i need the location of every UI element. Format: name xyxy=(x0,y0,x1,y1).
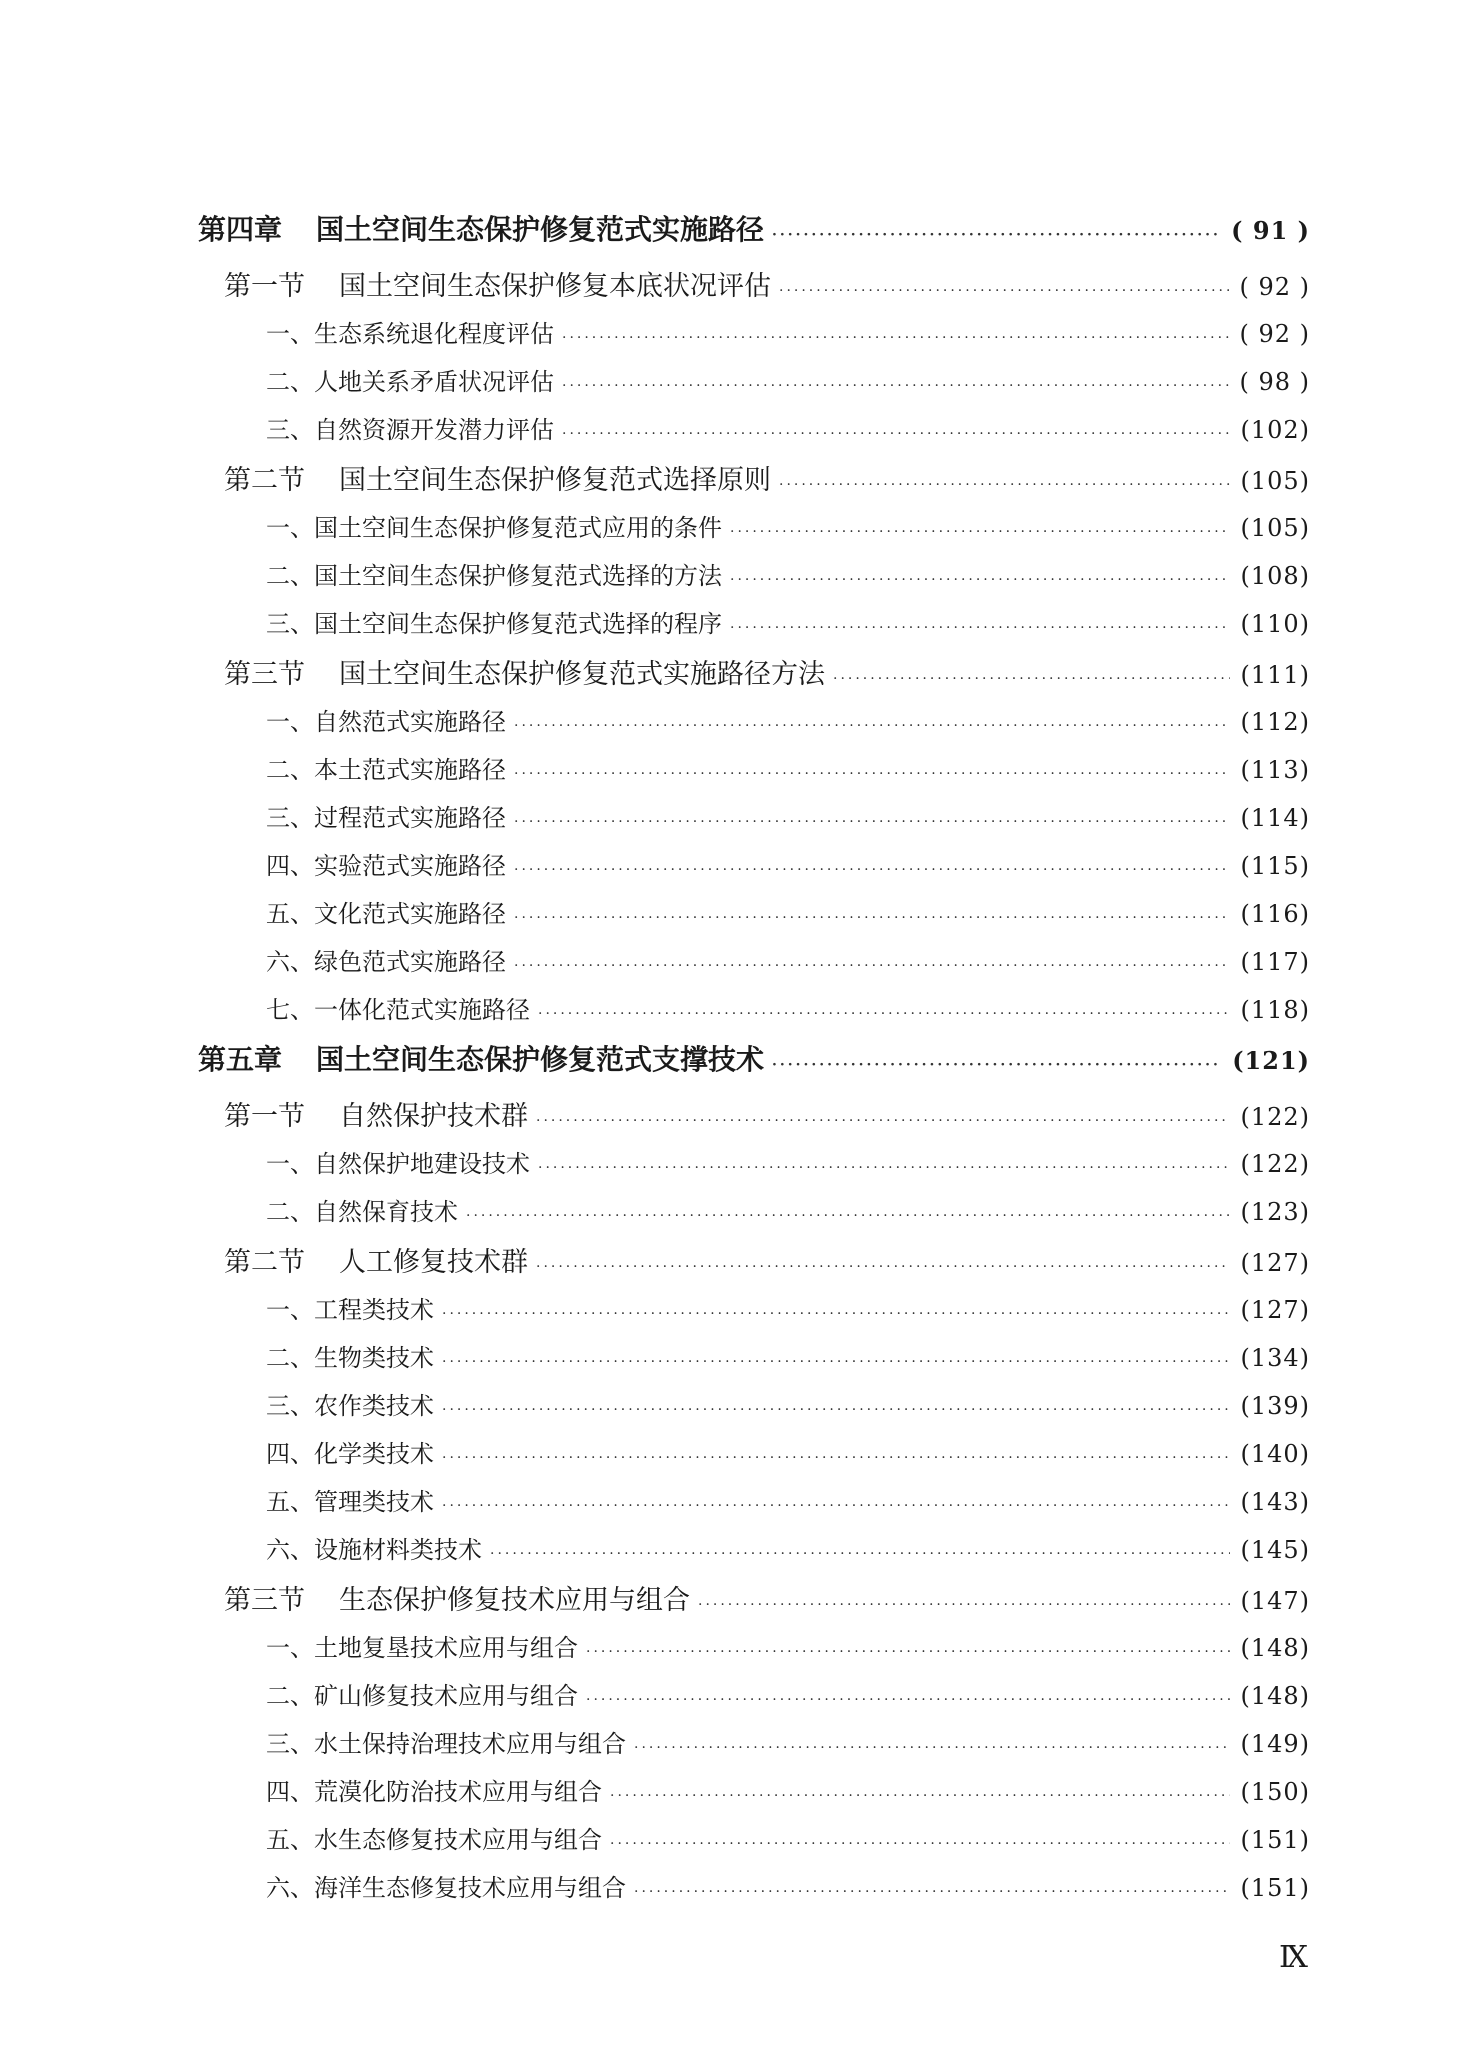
toc-entry-title: 二、生物类技术 xyxy=(266,1344,434,1372)
dot-leader xyxy=(634,1884,1230,1900)
toc-entry-label xyxy=(266,508,722,543)
toc-entry-number: 第四章 xyxy=(198,213,283,246)
toc-entry-number: 第二节 xyxy=(224,1247,305,1278)
toc-section xyxy=(198,264,1310,314)
toc-entry-page: (134) xyxy=(1240,1344,1310,1372)
toc-entry-title: 五、管理类技术 xyxy=(266,1488,434,1516)
toc-entry-page: ( 91 ) xyxy=(1231,216,1310,245)
dot-leader xyxy=(514,718,1230,734)
toc-entry-title: 一、生态系统退化程度评估 xyxy=(266,320,554,348)
toc-entry-page: (117) xyxy=(1240,948,1310,976)
dot-leader xyxy=(586,1644,1230,1660)
toc-entry-page: (102) xyxy=(1240,416,1310,444)
toc-entry-page: (147) xyxy=(1240,1587,1310,1615)
dot-leader xyxy=(610,1788,1230,1804)
toc-entry-title: 自然保护技术群 xyxy=(339,1101,528,1132)
dot-leader xyxy=(538,1160,1230,1176)
page-number: Ⅸ xyxy=(1279,1940,1309,1975)
toc-entry-page: (115) xyxy=(1240,852,1310,880)
dot-leader xyxy=(514,862,1230,878)
toc-item xyxy=(198,1820,1310,1868)
toc-entry-page: (148) xyxy=(1240,1634,1310,1662)
toc-entry-number: 第一节 xyxy=(224,271,305,302)
toc-entry-title: 一、工程类技术 xyxy=(266,1296,434,1324)
toc-entry-title: 二、人地关系矛盾状况评估 xyxy=(266,368,554,396)
toc-entry-label xyxy=(224,458,771,497)
dot-leader xyxy=(442,1498,1230,1514)
toc-entry-page: (151) xyxy=(1240,1826,1310,1854)
toc-entry-label xyxy=(266,846,506,881)
toc-entry-title: 国土空间生态保护修复范式实施路径方法 xyxy=(339,659,825,690)
toc-entry-label xyxy=(266,1772,602,1807)
toc-entry-page: (112) xyxy=(1240,708,1310,736)
dot-leader xyxy=(586,1692,1230,1708)
dot-leader xyxy=(779,283,1229,299)
toc-section xyxy=(198,652,1310,702)
toc-entry-page: (116) xyxy=(1240,900,1310,928)
toc-entry-label xyxy=(266,798,506,833)
toc-entry-title: 四、实验范式实施路径 xyxy=(266,852,506,880)
toc-entry-number: 第三节 xyxy=(224,1585,305,1616)
dot-leader xyxy=(562,426,1230,442)
toc-entry-page: (148) xyxy=(1240,1682,1310,1710)
toc-entry-title: 一、自然保护地建设技术 xyxy=(266,1150,530,1178)
dot-leader xyxy=(536,1113,1230,1129)
toc-entry-label xyxy=(266,1482,434,1517)
toc-entry-title: 一、国土空间生态保护修复范式应用的条件 xyxy=(266,514,722,542)
toc-entry-label xyxy=(266,1386,434,1421)
toc-entry-label xyxy=(266,1434,434,1469)
toc-item xyxy=(198,1482,1310,1530)
toc-item xyxy=(198,1724,1310,1772)
toc-entry-label xyxy=(266,990,530,1025)
toc-entry-title: 国土空间生态保护修复范式支撑技术 xyxy=(316,1043,765,1076)
toc-entry-title: 一、自然范式实施路径 xyxy=(266,708,506,736)
toc-item xyxy=(198,1772,1310,1820)
toc-item xyxy=(198,798,1310,846)
toc-item xyxy=(198,1868,1310,1916)
toc-section xyxy=(198,458,1310,508)
toc-entry-page: ( 98 ) xyxy=(1239,368,1310,396)
toc-entry-page: (127) xyxy=(1240,1249,1310,1277)
toc-entry-label xyxy=(266,750,506,785)
toc-entry-page: (121) xyxy=(1232,1046,1310,1075)
dot-leader xyxy=(490,1546,1230,1562)
toc-item xyxy=(198,362,1310,410)
toc-entry-title: 国土空间生态保护修复范式选择原则 xyxy=(339,465,771,496)
toc-entry-title: 三、农作类技术 xyxy=(266,1392,434,1420)
toc-entry-label xyxy=(266,314,554,349)
toc-entry-label xyxy=(224,1578,690,1617)
toc-entry-label xyxy=(224,264,771,303)
toc-entry-title: 人工修复技术群 xyxy=(339,1247,528,1278)
toc-entry-page: (111) xyxy=(1240,661,1310,689)
toc-entry-title: 四、荒漠化防治技术应用与组合 xyxy=(266,1778,602,1806)
toc-entry-title: 二、国土空间生态保护修复范式选择的方法 xyxy=(266,562,722,590)
toc-item xyxy=(198,314,1310,362)
toc-item xyxy=(198,604,1310,652)
toc-entry-label xyxy=(266,702,506,737)
toc-entry-title: 六、海洋生态修复技术应用与组合 xyxy=(266,1874,626,1902)
toc-entry-title: 一、土地复垦技术应用与组合 xyxy=(266,1634,578,1662)
toc-section xyxy=(198,1578,1310,1628)
toc-entry-label xyxy=(266,942,506,977)
dot-leader xyxy=(442,1354,1230,1370)
table-of-contents xyxy=(198,208,1310,1916)
toc-item xyxy=(198,1290,1310,1338)
dot-leader xyxy=(514,814,1230,830)
toc-item xyxy=(198,750,1310,798)
toc-entry-label xyxy=(266,1820,602,1855)
toc-section xyxy=(198,1094,1310,1144)
dot-leader xyxy=(779,477,1230,493)
toc-entry-title: 六、设施材料类技术 xyxy=(266,1536,482,1564)
toc-entry-title: 三、国土空间生态保护修复范式选择的程序 xyxy=(266,610,722,638)
dot-leader xyxy=(442,1306,1230,1322)
toc-item xyxy=(198,1434,1310,1482)
toc-entry-title: 七、一体化范式实施路径 xyxy=(266,996,530,1024)
toc-entry-title: 二、自然保育技术 xyxy=(266,1198,458,1226)
toc-entry-number: 第五章 xyxy=(198,1043,283,1076)
dot-leader xyxy=(514,766,1230,782)
toc-entry-label xyxy=(224,1240,528,1279)
toc-item xyxy=(198,410,1310,458)
dot-leader xyxy=(772,227,1221,243)
toc-entry-page: (151) xyxy=(1240,1874,1310,1902)
toc-entry-number: 第一节 xyxy=(224,1101,305,1132)
toc-item xyxy=(198,1144,1310,1192)
toc-entry-label xyxy=(266,1676,578,1711)
toc-item xyxy=(198,1628,1310,1676)
toc-entry-page: (127) xyxy=(1240,1296,1310,1324)
toc-entry-page: ( 92 ) xyxy=(1239,320,1310,348)
dot-leader xyxy=(514,958,1230,974)
toc-entry-label xyxy=(224,652,825,691)
toc-item xyxy=(198,990,1310,1038)
dot-leader xyxy=(442,1450,1230,1466)
toc-entry-title: 二、矿山修复技术应用与组合 xyxy=(266,1682,578,1710)
toc-entry-label xyxy=(266,1724,626,1759)
toc-section xyxy=(198,1240,1310,1290)
toc-entry-label xyxy=(198,208,764,248)
dot-leader xyxy=(634,1740,1230,1756)
toc-entry-label xyxy=(266,1338,434,1373)
toc-entry-title: 三、自然资源开发潜力评估 xyxy=(266,416,554,444)
toc-entry-label xyxy=(266,1144,530,1179)
dot-leader xyxy=(538,1006,1230,1022)
dot-leader xyxy=(466,1208,1230,1224)
toc-entry-page: (150) xyxy=(1240,1778,1310,1806)
dot-leader xyxy=(536,1259,1230,1275)
toc-item xyxy=(198,556,1310,604)
toc-entry-number: 第三节 xyxy=(224,659,305,690)
toc-item xyxy=(198,1192,1310,1240)
dot-leader xyxy=(562,378,1229,394)
toc-entry-label xyxy=(266,556,722,591)
toc-entry-title: 生态保护修复技术应用与组合 xyxy=(339,1585,690,1616)
toc-entry-title: 三、水土保持治理技术应用与组合 xyxy=(266,1730,626,1758)
toc-item xyxy=(198,508,1310,556)
toc-item xyxy=(198,1530,1310,1578)
dot-leader xyxy=(772,1057,1222,1073)
toc-entry-title: 五、文化范式实施路径 xyxy=(266,900,506,928)
dot-leader xyxy=(698,1597,1230,1613)
dot-leader xyxy=(514,910,1230,926)
toc-item xyxy=(198,1338,1310,1386)
toc-entry-title: 国土空间生态保护修复本底状况评估 xyxy=(339,271,771,302)
toc-entry-label xyxy=(266,1868,626,1903)
toc-entry-title: 六、绿色范式实施路径 xyxy=(266,948,506,976)
toc-entry-page: (122) xyxy=(1240,1150,1310,1178)
toc-item xyxy=(198,846,1310,894)
toc-entry-page: (118) xyxy=(1240,996,1310,1024)
toc-entry-page: (123) xyxy=(1240,1198,1310,1226)
toc-entry-label xyxy=(266,1290,434,1325)
dot-leader xyxy=(562,330,1229,346)
toc-chapter xyxy=(198,208,1310,264)
toc-entry-page: (105) xyxy=(1240,514,1310,542)
toc-item xyxy=(198,1386,1310,1434)
toc-entry-page: (108) xyxy=(1240,562,1310,590)
toc-entry-page: (114) xyxy=(1240,804,1310,832)
dot-leader xyxy=(730,524,1230,540)
toc-entry-page: (143) xyxy=(1240,1488,1310,1516)
toc-entry-page: (139) xyxy=(1240,1392,1310,1420)
toc-entry-title: 五、水生态修复技术应用与组合 xyxy=(266,1826,602,1854)
toc-entry-number: 第二节 xyxy=(224,465,305,496)
toc-item xyxy=(198,1676,1310,1724)
toc-entry-page: (105) xyxy=(1240,467,1310,495)
toc-item xyxy=(198,894,1310,942)
dot-leader xyxy=(730,572,1230,588)
dot-leader xyxy=(610,1836,1230,1852)
dot-leader xyxy=(833,671,1230,687)
toc-entry-title: 国土空间生态保护修复范式实施路径 xyxy=(316,213,765,246)
toc-entry-page: (145) xyxy=(1240,1536,1310,1564)
toc-entry-label xyxy=(266,1628,578,1663)
toc-entry-label xyxy=(266,410,554,445)
dot-leader xyxy=(730,620,1230,636)
toc-entry-page: (110) xyxy=(1240,610,1310,638)
toc-entry-page: (113) xyxy=(1240,756,1310,784)
toc-entry-page: (140) xyxy=(1240,1440,1310,1468)
toc-item xyxy=(198,942,1310,990)
dot-leader xyxy=(442,1402,1230,1418)
toc-item xyxy=(198,702,1310,750)
toc-entry-label xyxy=(266,604,722,639)
toc-entry-title: 二、本土范式实施路径 xyxy=(266,756,506,784)
toc-entry-label xyxy=(224,1094,528,1133)
toc-entry-title: 三、过程范式实施路径 xyxy=(266,804,506,832)
toc-entry-label xyxy=(198,1038,764,1078)
toc-chapter xyxy=(198,1038,1310,1094)
toc-entry-label xyxy=(266,894,506,929)
toc-entry-page: ( 92 ) xyxy=(1239,273,1310,301)
toc-entry-title: 四、化学类技术 xyxy=(266,1440,434,1468)
toc-entry-label xyxy=(266,1192,458,1227)
toc-entry-page: (122) xyxy=(1240,1103,1310,1131)
toc-entry-page: (149) xyxy=(1240,1730,1310,1758)
toc-entry-label xyxy=(266,1530,482,1565)
toc-entry-label xyxy=(266,362,554,397)
